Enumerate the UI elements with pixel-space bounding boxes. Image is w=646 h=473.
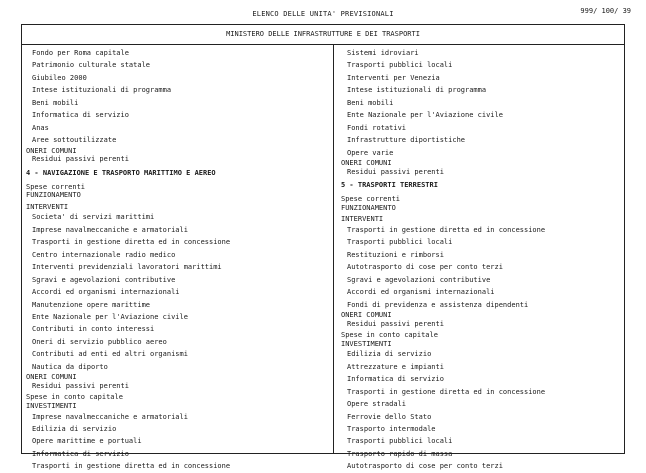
budget-unit-item: Oneri di servizio pubblico aereo <box>32 337 167 346</box>
budget-unit-item: Ente Nazionale per l'Aviazione civile <box>32 312 188 321</box>
budget-unit-item: Centro internazionale radio medico <box>32 250 176 259</box>
budget-unit-item: Opere varie <box>347 148 394 157</box>
category-heading: Spese correnti <box>341 195 401 204</box>
column-divider <box>333 44 334 453</box>
budget-unit-item: Restituzioni e rimborsi <box>347 250 444 259</box>
budget-unit-item: Interventi per Venezia <box>347 73 440 82</box>
budget-unit-item: Beni mobili <box>32 98 79 107</box>
category-heading: FUNZIONAMENTO <box>26 191 81 200</box>
budget-unit-item: Intese istituzionali di programma <box>347 86 487 95</box>
category-heading: INTERVENTI <box>341 215 384 224</box>
budget-unit-item: Giubileo 2000 <box>32 73 87 82</box>
budget-unit-item: Autotrasporto di cose per conto terzi <box>347 462 503 471</box>
budget-unit-item: Fondi rotativi <box>347 123 407 132</box>
section-heading: 5 - TRASPORTI TERRESTRI <box>341 181 438 190</box>
category-subheading: Residui passivi perenti <box>347 319 444 328</box>
budget-unit-item: Ferrovie dello Stato <box>347 412 432 421</box>
budget-unit-item: Aree sottoutilizzate <box>32 136 117 145</box>
budget-unit-item: Edilizia di servizio <box>347 350 432 359</box>
budget-unit-item: Accordi ed organismi internazionali <box>32 288 180 297</box>
budget-unit-item: Informatica di servizio <box>32 449 129 458</box>
section-heading: 4 - NAVIGAZIONE E TRASPORTO MARITTIMO E AEREO <box>26 168 216 177</box>
category-heading: INTERVENTI <box>26 202 69 211</box>
budget-unit-item: Sgravi e agevolazioni contributive <box>347 275 491 284</box>
budget-unit-item: Opere stradali <box>347 400 407 409</box>
budget-unit-item: Sistemi idroviari <box>347 49 419 57</box>
budget-unit-item: Fondi di previdenza e assistenza dipendenti <box>347 300 529 309</box>
category-heading: ONERI COMUNI <box>341 310 392 319</box>
budget-unit-item: Trasporto rapido di massa <box>347 449 453 458</box>
budget-unit-item: Beni mobili <box>347 98 394 107</box>
budget-unit-item: Accordi ed organismi internazionali <box>347 288 495 297</box>
budget-unit-item: Edilizia di servizio <box>32 424 117 433</box>
budget-unit-item: Ente Nazionale per l'Aviazione civile <box>347 111 503 120</box>
budget-unit-item: Opere marittime e portuali <box>32 437 142 446</box>
budget-unit-item: Imprese navalmeccaniche e armatoriali <box>32 412 188 421</box>
left-column <box>24 47 329 473</box>
category-heading: Spese correnti <box>26 182 86 191</box>
budget-unit-item: Fondo per Roma capitale <box>32 49 129 57</box>
budget-unit-item: Attrezzature e impianti <box>347 362 444 371</box>
budget-unit-item: Infrastrutture diportistiche <box>347 136 466 145</box>
budget-unit-item: Patrimonio culturale statale <box>32 61 151 70</box>
category-heading: INVESTIMENTI <box>341 339 392 348</box>
budget-unit-item: Nautica da diporto <box>32 362 108 371</box>
budget-unit-item: Interventi previdenziali lavoratori marittimi <box>32 263 222 272</box>
category-subheading: Residui passivi perenti <box>32 155 129 164</box>
budget-unit-item: Trasporti pubblici locali <box>347 61 453 70</box>
category-heading: ONERI COMUNI <box>341 158 392 167</box>
category-heading: INVESTIMENTI <box>26 401 77 410</box>
document-frame <box>21 24 625 471</box>
category-heading: Spese in conto capitale <box>26 393 123 402</box>
budget-unit-item: Manutenzione opere marittime <box>32 300 151 309</box>
category-heading: Spese in conto capitale <box>341 331 438 340</box>
budget-unit-item: Trasporti in gestione diretta ed in concessione <box>347 225 546 234</box>
budget-unit-item: Trasporti pubblici locali <box>347 437 453 446</box>
budget-unit-item: Trasporti in gestione diretta ed in concessione <box>32 462 231 471</box>
category-heading: ONERI COMUNI <box>26 373 77 382</box>
budget-unit-item: Imprese navalmeccaniche e armatoriali <box>32 225 188 234</box>
budget-unit-item: Trasporti in gestione diretta ed in concessione <box>347 387 546 396</box>
budget-unit-item: Societa' di servizi marittimi <box>32 213 155 222</box>
budget-unit-item: Sgravi e agevolazioni contributive <box>32 275 176 284</box>
budget-unit-item: Intese istituzionali di programma <box>32 86 172 95</box>
budget-unit-item: Anas <box>32 123 49 132</box>
right-column <box>339 47 624 473</box>
budget-unit-item: Trasporto intermodale <box>347 424 436 433</box>
category-subheading: Residui passivi perenti <box>347 167 444 176</box>
budget-unit-item: Contributi ad enti ed altri organismi <box>32 350 188 359</box>
category-heading: ONERI COMUNI <box>26 146 77 155</box>
document-title: ELENCO DELLE UNITA' PREVISIONALI <box>252 10 394 18</box>
budget-unit-item: Autotrasporto di cose per conto terzi <box>347 263 503 272</box>
category-heading: FUNZIONAMENTO <box>341 203 396 212</box>
budget-unit-item: Trasporti in gestione diretta ed in concessione <box>32 238 231 247</box>
category-subheading: Residui passivi perenti <box>32 381 129 390</box>
page-reference: 999/ 100/ 39 <box>580 7 631 15</box>
budget-unit-item: Informatica di servizio <box>347 375 444 384</box>
budget-unit-item: Informatica di servizio <box>32 111 129 120</box>
budget-unit-item: Trasporti pubblici locali <box>347 238 453 247</box>
ministry-heading: MINISTERO DELLE INFRASTRUTTURE E DEI TRASPORTI <box>22 25 624 45</box>
budget-unit-item: Contributi in conto interessi <box>32 325 155 334</box>
